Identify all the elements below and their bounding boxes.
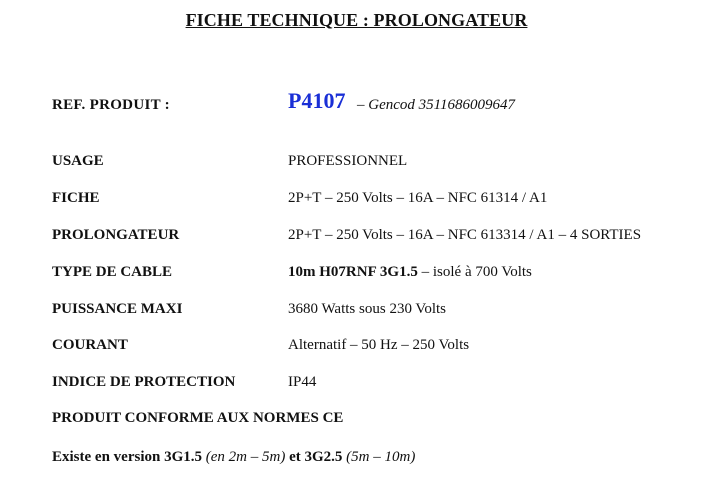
conformity-statement: PRODUIT CONFORME AUX NORMES CE — [52, 410, 344, 426]
spec-label: PUISSANCE MAXI — [52, 301, 183, 317]
spec-label: TYPE DE CABLE — [52, 264, 173, 280]
spec-value — [288, 264, 532, 281]
spec-label: COURANT — [52, 337, 128, 353]
cable-insulation: – isolé à 700 Volts — [417, 264, 532, 280]
version-3g25-range: (5m – 10m) — [346, 449, 416, 465]
spec-value: 2P+T – 250 Volts – 16A – NFC 61314 / A1 — [288, 190, 548, 206]
product-reference-row — [52, 88, 702, 118]
document-title: FICHE TECHNIQUE : PROLONGATEUR — [185, 10, 528, 30]
cable-reference: 10m H07RNF 3G1.5 — [288, 264, 418, 280]
product-reference-code: P4107 — [288, 88, 346, 113]
spec-label: INDICE DE PROTECTION — [52, 374, 236, 390]
product-reference-label: REF. PRODUIT : — [52, 97, 170, 113]
spec-row-protection-index — [52, 374, 702, 396]
spec-row-fiche — [52, 190, 702, 212]
version-3g25: et 3G2.5 — [289, 449, 343, 465]
version-3g15: Existe en version 3G1.5 — [52, 449, 202, 465]
spec-label: FICHE — [52, 190, 100, 206]
spec-row-current — [52, 337, 702, 359]
spec-value: 2P+T – 250 Volts – 16A – NFC 613314 / A1 – 4 SORTIES — [288, 227, 642, 243]
spec-row-max-power — [52, 301, 702, 323]
available-versions — [52, 449, 415, 466]
spec-row-prolongateur — [52, 227, 702, 249]
spec-value: IP44 — [288, 374, 317, 390]
spec-value: Alternatif – 50 Hz – 250 Volts — [288, 337, 470, 353]
version-3g15-range: (en 2m – 5m) — [205, 449, 286, 465]
spec-value: 3680 Watts sous 230 Volts — [288, 301, 446, 317]
spec-row-cable-type — [52, 264, 702, 286]
spec-row-usage — [52, 153, 702, 175]
spec-value: PROFESSIONNEL — [288, 153, 408, 169]
spec-label: USAGE — [52, 153, 104, 169]
spec-label: PROLONGATEUR — [52, 227, 180, 243]
gencod-number: – Gencod 3511686009647 — [357, 97, 516, 113]
